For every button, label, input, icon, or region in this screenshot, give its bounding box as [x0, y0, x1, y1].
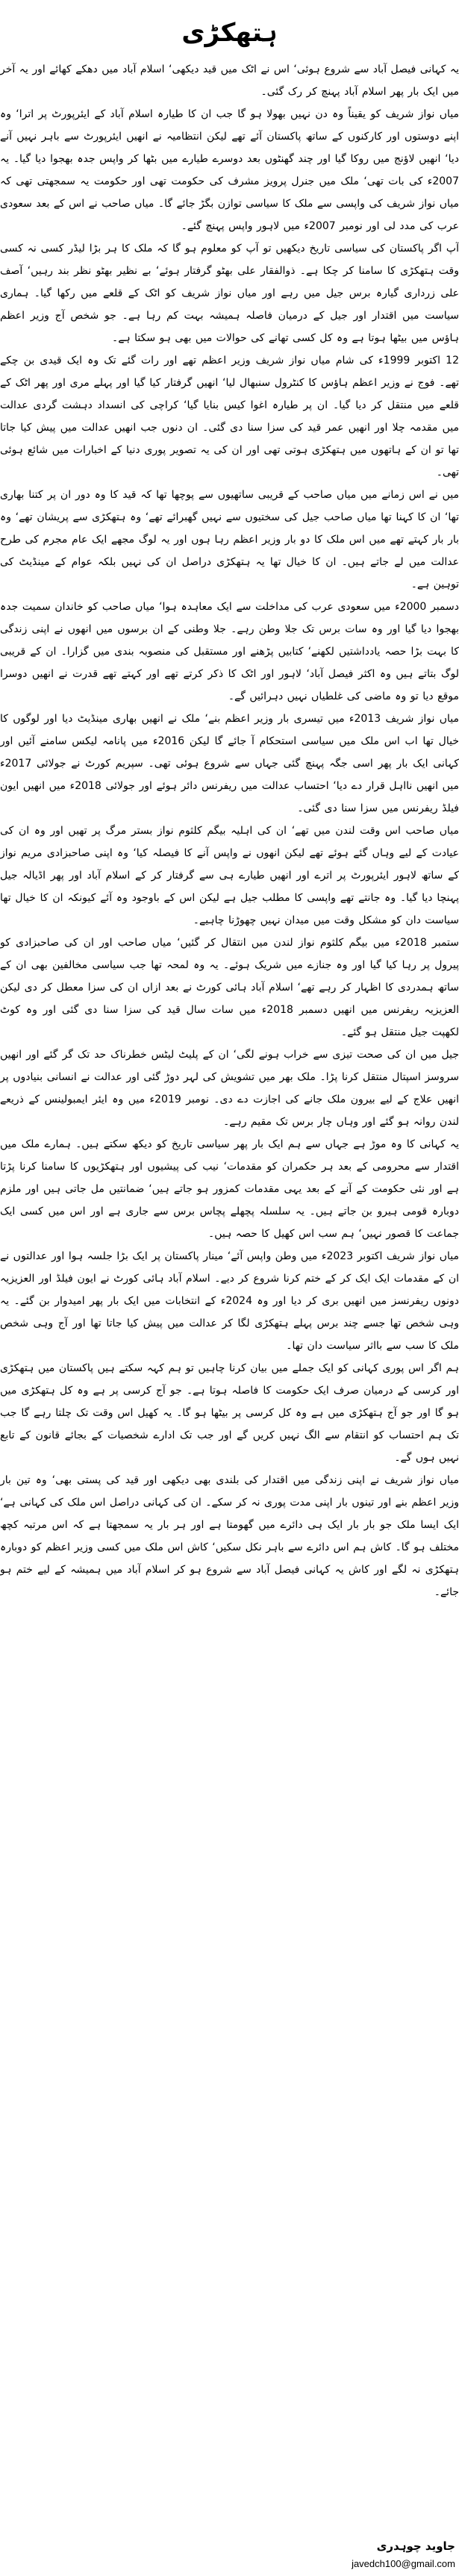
column-header [0, 6, 459, 58]
paragraph: ہم اگر اس پوری کہانی کو ایک جملے میں بیان کرنا چاہیں تو ہم کہہ سکتے ہیں پاکستان میں ہتھکڑی اور کرسی کے درمیان صرف ایک حکومت کا فاصلہ ہوتا ہے۔ جو آج کرسی پر ہے وہ کل ہتھکڑی میں ہو گا اور جو آج ہتھکڑی میں ہے وہ کل کرسی پر بیٹھا ہو گا۔ یہ کھیل اس وقت تک چلتا رہے گا جب تک ہم احتساب کو انتقام سے الگ نہیں کریں گے اور جب تک ادارے شخصیات کے بجائے قانون کے تابع نہیں ہوں گے۔ [0, 1362, 459, 1464]
author-name: جاوید چوہدری [376, 2539, 455, 2553]
paragraph: 12 اکتوبر 1999ء کی شام میاں نواز شریف وزیر اعظم تھے اور رات گئے تک وہ ایک قیدی بن چکے تھے۔ فوج نے وزیر اعظم ہاؤس کا کنٹرول سنبھال لیا‘ انھیں گرفتار کیا گیا اور پہلے مری اور پھر اٹک کے قلعے میں منتقل کر دیا گیا۔ ان پر طیارہ اغوا کیس بنایا گیا‘ کراچی کی انسداد دہشت گردی عدالت میں مقدمہ چلا اور انھیں عمر قید کی سزا سنا دی گئی۔ ان دنوں جب انھیں عدالت میں پیش کیا جاتا تھا تو ان کے ہاتھوں میں ہتھکڑی ہوتی تھی اور ان کی یہ تصویر پوری دنیا کے اخبارات میں شائع ہوئی تھی۔ [0, 355, 459, 478]
paragraph: میاں نواز شریف 2013ء میں تیسری بار وزیر اعظم بنے‘ ملک نے انھیں بھاری مینڈیٹ دیا اور لوگوں کا خیال تھا اب اس ملک میں سیاسی استحکام آ جائے گا لیکن 2016ء میں پانامہ لیکس سامنے آئیں اور کہانی ایک بار پھر اسی جگہ پہنچ گئی جہاں سے شروع ہوئی تھی۔ سپریم کورٹ نے جولائی 2017ء میں انھیں نااہل قرار دے دیا‘ احتساب عدالت میں ریفرنس دائر ہوئے اور جولائی 2018ء میں انھیں ایون فیلڈ ریفرنس میں سزا سنا دی گئی۔ [0, 713, 459, 814]
paragraph: یہ کہانی فیصل آباد سے شروع ہوئی‘ اس نے اٹک میں قید دیکھی‘ اسلام آباد میں دھکے کھائے اور یہ آخر میں ایک بار پھر اسلام آباد پہنچ کر رک گئی۔ [0, 63, 459, 98]
paragraph: آپ اگر پاکستان کی سیاسی تاریخ دیکھیں تو آپ کو معلوم ہو گا کہ ملک کا ہر بڑا لیڈر کسی نہ کسی وقت ہتھکڑی کا سامنا کر چکا ہے۔ ذوالفقار علی بھٹو گرفتار ہوئے‘ بے نظیر بھٹو نظر بند رہیں‘ آصف علی زرداری گیارہ برس جیل میں رہے اور میاں نواز شریف کو اٹک کے قلعے میں رکھا گیا۔ ہماری سیاست میں اقتدار اور جیل کے درمیان فاصلہ ہمیشہ بہت کم رہا ہے۔ جو شخص آج وزیر اعظم ہاؤس میں بیٹھا ہوتا ہے وہ کل کسی تھانے کی حوالات میں بھی ہو سکتا ہے۔ [0, 243, 459, 344]
column-title: ہتھکڑی [181, 17, 278, 48]
paragraph: یہ کہانی کا وہ موڑ ہے جہاں سے ہم ایک بار پھر سیاسی تاریخ کو دیکھ سکتے ہیں۔ ہمارے ملک میں اقتدار سے محرومی کے بعد ہر حکمران کو مقدمات‘ نیب کی پیشیوں اور ہتھکڑیوں کا سامنا کرنا پڑتا ہے اور نئی حکومت کے آنے کے بعد یہی مقدمات کمزور ہو جاتے ہیں‘ ضمانتیں مل جاتی ہیں اور ملزم دوبارہ قومی ہیرو بن جاتے ہیں۔ یہ سلسلہ پچھلے پچاس برس سے جاری ہے اور اس میں کسی ایک جماعت کا قصور نہیں‘ ہم سب اس کھیل کا حصہ ہیں۔ [0, 1138, 459, 1240]
column-footer [0, 2538, 459, 2575]
paragraph: میاں صاحب اس وقت لندن میں تھے‘ ان کی اہلیہ بیگم کلثوم نواز بستر مرگ پر تھیں اور وہ ان کی عیادت کے لیے وہاں گئے ہوئے تھے لیکن انھوں نے واپس آنے کا فیصلہ کیا‘ وہ اپنی صاحبزادی مریم نواز کے ساتھ لاہور ایئرپورٹ پر اترے اور انھیں طیارے ہی سے گرفتار کر کے اسلام آباد اور پھر اڈیالہ جیل پہنچا دیا گیا۔ وہ جانتے تھے واپسی کا مطلب جیل ہے لیکن اس کے باوجود وہ آئے کیونکہ ان کا خیال تھا سیاست دان کو مشکل وقت میں میدان نہیں چھوڑنا چاہیے۔ [0, 825, 459, 926]
paragraph: ستمبر 2018ء میں بیگم کلثوم نواز لندن میں انتقال کر گئیں‘ میاں صاحب اور ان کی صاحبزادی کو پیرول پر رہا کیا گیا اور وہ جنازے میں شریک ہوئے۔ یہ وہ لمحہ تھا جب سیاسی مخالفین بھی ان کے ساتھ ہمدردی کا اظہار کر رہے تھے‘ اسلام آباد ہائی کورٹ نے بعد ازاں ان کی سزا معطل کر دی لیکن العزیزیہ ریفرنس میں انھیں دسمبر 2018ء میں سات سال قید کی سزا سنا دی گئی اور وہ کوٹ لکھپت جیل منتقل ہو گئے۔ [0, 937, 459, 1038]
paragraph: میں نے اس زمانے میں میاں صاحب کے قریبی ساتھیوں سے پوچھا تھا کہ قید کا وہ دور ان پر کتنا بھاری تھا‘ ان کا کہنا تھا میاں صاحب جیل کی سختیوں سے نہیں گھبرائے تھے‘ وہ ہتھکڑی سے پریشان تھے‘ وہ بار بار کہتے تھے میں اس ملک کا دو بار وزیر اعظم رہا ہوں اور یہ لوگ مجھے ایک عام مجرم کی طرح عدالت میں لے جاتے ہیں۔ ان کا خیال تھا یہ ہتھکڑی دراصل ان کی نہیں بلکہ عوام کے مینڈیٹ کی توہین ہے۔ [0, 489, 459, 590]
author-email: javedch100@gmail.com [352, 2558, 455, 2569]
paragraph: میاں نواز شریف اکتوبر 2023ء میں وطن واپس آئے‘ مینار پاکستان پر ایک بڑا جلسہ ہوا اور عدالتوں نے ان کے مقدمات ایک ایک کر کے ختم کرنا شروع کر دیے۔ اسلام آباد ہائی کورٹ نے ایون فیلڈ اور العزیزیہ دونوں ریفرنسز میں انھیں بری کر دیا اور وہ 2024ء کے انتخابات میں ایک بار پھر امیدوار بن گئے۔ یہ وہی شخص تھا جسے چند برس پہلے ہتھکڑی لگا کر عدالت میں پیش کیا جاتا تھا اور آج وہی شخص ملک کا سب سے بااثر سیاست دان تھا۔ [0, 1250, 459, 1352]
paragraph: میاں نواز شریف کو یقیناً وہ دن نہیں بھولا ہو گا جب ان کا طیارہ اسلام آباد کے ایئرپورٹ پر اترا‘ وہ اپنے دوستوں اور کارکنوں کے ساتھ پاکستان آئے تھے لیکن انتظامیہ نے انھیں ایئرپورٹ سے باہر نہیں آنے دیا‘ انھیں لاؤنج میں روکا گیا اور چند گھنٹوں بعد دوسرے طیارے میں بٹھا کر واپس جدہ بھجوا دیا گیا۔ یہ 2007ء کی بات تھی‘ ملک میں جنرل پرویز مشرف کی حکومت تھی اور حکومت یہ سمجھتی تھی کہ میاں نواز شریف کی واپسی سے ملک کا سیاسی توازن بگڑ جائے گا۔ میاں صاحب نے اس کے بعد سعودی عرب کی مدد لی اور نومبر 2007ء میں لاہور واپس پہنچ گئے۔ [0, 108, 459, 232]
paragraph: دسمبر 2000ء میں سعودی عرب کی مداخلت سے ایک معاہدہ ہوا‘ میاں صاحب کو خاندان سمیت جدہ بھجوا دیا گیا اور وہ سات برس تک جلا وطن رہے۔ جلا وطنی کے ان برسوں میں انھوں نے اپنی زندگی کا بہت بڑا حصہ یادداشتیں لکھنے‘ کتابیں پڑھنے اور مستقبل کی منصوبہ بندی میں گزارا۔ ان کے قریبی لوگ بتاتے ہیں وہ اکثر فیصل آباد‘ لاہور اور اٹک کا ذکر کرتے تھے اور کہتے تھے قدرت نے انھیں دوسرا موقع دیا تو وہ ماضی کی غلطیاں نہیں دہرائیں گے۔ [0, 601, 459, 702]
column-body [0, 58, 459, 2536]
paragraph: میاں نواز شریف نے اپنی زندگی میں اقتدار کی بلندی بھی دیکھی اور قید کی پستی بھی‘ وہ تین بار وزیر اعظم بنے اور تینوں بار اپنی مدت پوری نہ کر سکے۔ ان کی کہانی دراصل اس ملک کی کہانی ہے‘ ایک ایسا ملک جو بار بار ایک ہی دائرے میں گھومتا ہے اور ہر بار یہ سمجھتا ہے کہ اس مرتبہ کچھ مختلف ہو گا۔ کاش ہم اس دائرے سے باہر نکل سکیں‘ کاش اس ملک میں کسی وزیر اعظم کو دوبارہ ہتھکڑی نہ لگے اور کاش یہ کہانی فیصل آباد سے شروع ہو کر اسلام آباد میں ہمیشہ کے لیے ختم ہو جائے۔ [0, 1474, 459, 1598]
paragraph: جیل میں ان کی صحت تیزی سے خراب ہونے لگی‘ ان کے پلیٹ لیٹس خطرناک حد تک گر گئے اور انھیں سروسز اسپتال منتقل کرنا پڑا۔ ملک بھر میں تشویش کی لہر دوڑ گئی اور عدالت نے انسانی بنیادوں پر انھیں علاج کے لیے بیرون ملک جانے کی اجازت دے دی۔ نومبر 2019ء میں وہ ایئر ایمبولینس کے ذریعے لندن روانہ ہو گئے اور وہاں چار برس تک مقیم رہے۔ [0, 1049, 459, 1128]
